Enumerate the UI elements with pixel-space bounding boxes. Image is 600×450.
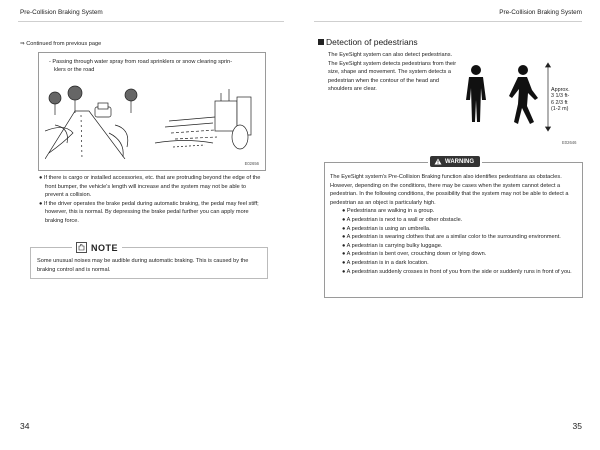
pedestrian-silhouettes [460,62,554,136]
right-figure-code: E02646 [562,140,577,145]
continued-notice: ⇒ Continued from previous page [20,41,102,47]
warning-item: ● A pedestrian is next to a wall or other obstacle. [342,216,463,223]
height-arrow-icon [546,63,551,131]
warning-heading [428,156,482,167]
left-page-number: 34 [20,421,30,431]
note-title: NOTE [91,242,119,253]
warning-title: WARNING [445,158,474,165]
height-label [551,87,570,113]
warning-item: ● A pedestrian is wearing clothes that are a similar color to the surrounding environment. [342,234,561,241]
warning-item: ● A pedestrian is in a dark location. [342,259,429,266]
dash-item-line1: - Passing through water spray from road sprinklers or snow clearing sprin- [49,59,233,65]
warning-item: ● A pedestrian is carrying bulky luggage. [342,242,443,249]
warning-item: ● A pedestrian suddenly crosses in front of you from the side or suddenly runs in front of you. [342,268,572,275]
warning-item: ● Pedestrians are walking in a group. [342,208,435,215]
warning-badge [430,156,480,167]
dash-item-line2: klers or the road [54,67,95,73]
road-scene [45,86,137,159]
right-running-header: Pre-Collision Braking System [499,9,582,16]
warning-item: ● A pedestrian is bent over, crouching down or lying down. [342,251,487,258]
bullet-cargo: ● If there is cargo or installed accessories, etc. that are protruding beyond the edge of the front bumper, the vehicle's length will increase and the system may not be able to prevent a collision. [39,175,261,199]
sprinkler-truck-scene [155,89,251,149]
left-bullets [36,174,266,226]
note-heading [72,242,122,253]
section-title: Detection of pedestrians [326,37,418,47]
left-header-rule [18,21,284,22]
height-label-line2: 3 1/3 ft- [551,93,570,100]
bullet-brake-pedal: ● If the driver operates the brake pedal during automatic braking, the pedal may feel stiff; however, this is normal. By depressing the brake pedal further you can apply more braking force. [39,200,259,224]
warning-list [330,207,577,276]
section-square-icon [318,39,324,45]
warning-content [330,173,577,276]
right-page-number: 35 [572,421,582,431]
left-running-header: Pre-Collision Braking System [20,9,103,16]
warning-item: ● A pedestrian is using an umbrella. [342,225,431,232]
note-box [30,242,268,279]
left-figure-box [38,52,266,171]
pedestrian-intro: The EyeSight system can also detect pedestrians. The EyeSight system detects pedestrians from their size, shape and movement. The system detects a pedestrian when the contour of the head and shoulders are clear. [328,52,457,93]
warning-box [324,158,583,298]
warning-text: The EyeSight system's Pre-Collision Braking function also identifies pedestrians as obstacles. However, depending on the conditions, there may be cases when the system cannot detect a pedestrian. In the following conditions, the possibility that the system may not be able to detect a pedestrian as an object is particularly high. [330,174,569,206]
walking-pedestrian-icon [509,65,538,124]
section-title-row [318,37,418,47]
note-text: Some unusual noises may be audible during automatic braking. This is caused by the braking control and is normal. [37,258,249,273]
note-hand-icon [76,242,87,253]
warning-triangle-icon [434,158,442,165]
height-label-line4: (1-2 m) [551,106,569,113]
standing-pedestrian-icon [466,65,486,122]
height-label-line3: 6 2/3 ft [551,99,568,106]
left-figure-code: E02656 [244,161,259,166]
water-spray-illustration [45,83,257,159]
height-label-line1: Approx. [551,87,570,93]
right-header-rule [314,21,582,22]
